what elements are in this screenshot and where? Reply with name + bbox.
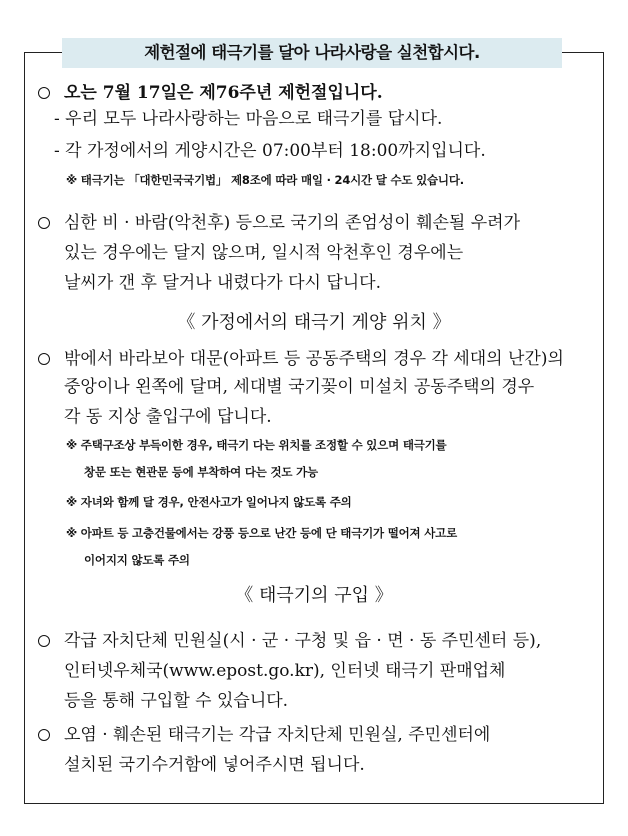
heading-purchase: 《 태극기의 구입 》 (235, 585, 393, 606)
circle-bullet-icon (38, 635, 50, 647)
section2-item (38, 208, 520, 233)
section5-item (38, 720, 490, 745)
circle-bullet-icon (38, 729, 50, 741)
heading-display-location: 《 가정에서의 태극기 게양 위치 》 (177, 312, 451, 333)
section5-line2: 설치된 국기수거함에 넣어주시면 됩니다. (64, 755, 365, 775)
section3-note1b: 창문 또는 현관문 등에 부착하여 다는 것도 가능 (84, 465, 318, 479)
section3-line1: 밖에서 바라보아 대문(아파트 등 공동주택의 경우 각 세대의 난간)의 (64, 349, 564, 369)
section3-note1a: ※ 주택구조상 부득이한 경우, 태극기 다는 위치를 조정할 수 있으며 태극기를 (66, 438, 447, 452)
section1-note: ※ 태극기는 「대한민국국기법」 제8조에 따라 매일 · 24시간 달 수도 있습니다. (66, 173, 464, 187)
section5-line1: 오염 · 훼손된 태극기는 각급 자치단체 민원실, 주민센터에 (64, 725, 491, 745)
section3-line2: 중앙이나 왼쪽에 달며, 세대별 국기꽂이 미설치 공동주택의 경우 (64, 377, 535, 397)
section4-item (38, 626, 541, 651)
section3-item (38, 344, 564, 369)
section3-note3b: 이어지지 않도록 주의 (84, 553, 190, 567)
section1-dash1: - 우리 모두 나라사랑하는 마음으로 태극기를 답시다. (54, 109, 443, 129)
section4-line1: 각급 자치단체 민원실(시 · 군 · 구청 및 읍 · 면 · 동 주민센터 등), (64, 631, 542, 651)
section3-line3: 각 동 지상 출입구에 답니다. (64, 407, 272, 427)
section3-note3a: ※ 아파트 등 고층건물에서는 강풍 등으로 난간 등에 단 태극기가 떨어져 사고로 (66, 526, 457, 540)
circle-bullet-icon (38, 217, 50, 229)
section2-line1: 심한 비 · 바람(악천후) 등으로 국기의 존엄성이 훼손될 우려가 (64, 213, 521, 233)
page-title: 제헌절에 태극기를 달아 나라사랑을 실천합시다. (62, 38, 562, 68)
section1-item (38, 78, 383, 103)
section1-line1: 오는 7월 17일은 제76주년 제헌절입니다. (64, 83, 383, 103)
circle-bullet-icon (38, 353, 50, 365)
section4-line2: 인터넷우체국(www.epost.go.kr), 인터넷 태극기 판매업체 (64, 661, 506, 681)
section2-line2: 있는 경우에는 달지 않으며, 일시적 악천후인 경우에는 (64, 243, 464, 263)
section3-note2: ※ 자녀와 함께 달 경우, 안전사고가 일어나지 않도록 주의 (66, 495, 352, 509)
section4-line3: 등을 통해 구입할 수 있습니다. (64, 691, 289, 711)
circle-bullet-icon (38, 87, 50, 99)
section2-line3: 날씨가 갠 후 달거나 내렸다가 다시 답니다. (64, 273, 382, 293)
section1-dash2: - 각 가정에서의 게양시간은 07:00부터 18:00까지입니다. (54, 141, 486, 161)
